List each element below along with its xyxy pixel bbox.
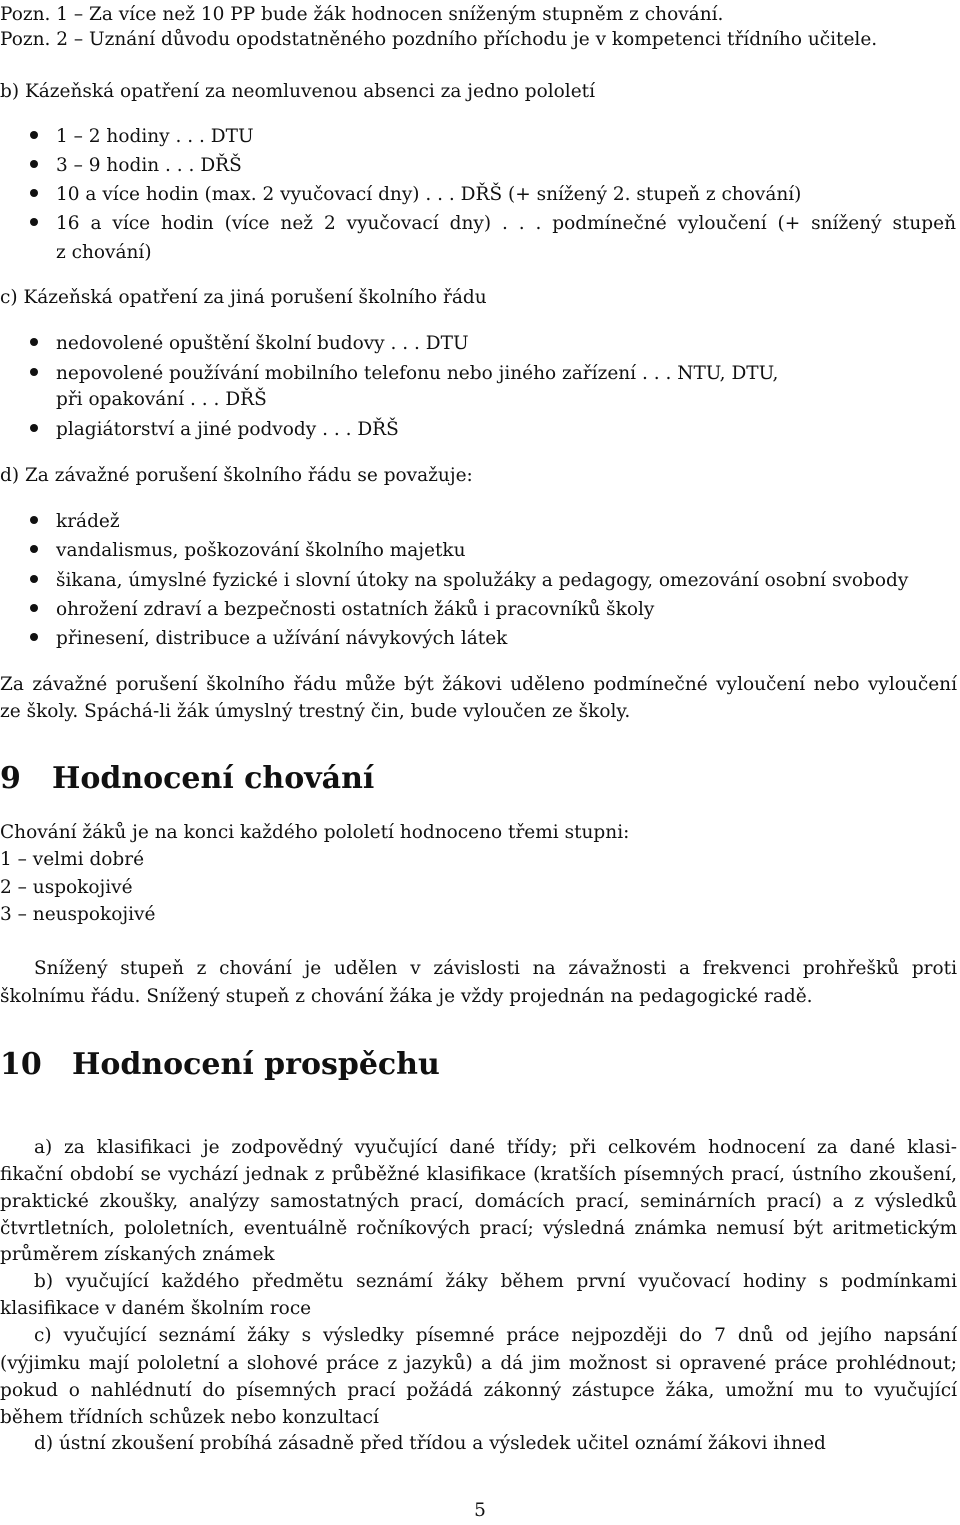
paragraph-line: pokud o nahlédnutí do písemných prací požádá zákonný zástupce žáka, umožní mu to vyučující [0, 1380, 957, 1401]
paragraph-line: Chování žáků je na konci každého pololetí hodnoceno třemi stupni: [0, 822, 630, 843]
bullet-icon [30, 218, 38, 226]
bullet-icon [30, 338, 38, 346]
section-c-title: c) Kázeňská opatření za jiná porušení školního řádu [0, 287, 487, 308]
section-d-title: d) Za závažné porušení školního řádu se považuje: [0, 465, 473, 486]
paragraph-line: d) ústní zkoušení probíhá zásadně před třídou a výsledek učitel oznámí žákovi ihned [34, 1433, 826, 1454]
list-item: nepovolené používání mobilního telefonu nebo jiného zařízení . . . NTU, DTU, [56, 363, 779, 384]
list-item: ohrožení zdraví a bezpečnosti ostatních žáků i pracovníků školy [56, 599, 655, 620]
bullet-icon [30, 368, 38, 376]
bullet-icon [30, 545, 38, 553]
list-item-continuation: z chování) [56, 242, 152, 263]
paragraph-line: ze školy. Spáchá-li žák úmyslný trestný čin, bude vyloučen ze školy. [0, 701, 631, 722]
paragraph-line: Snížený stupeň z chování je udělen v závislosti na závažnosti a frekvenci prohřešků proti [34, 958, 957, 979]
note-2: Pozn. 2 – Uznání důvodu opodstatněného pozdního příchodu je v kompetenci třídního učitele. [0, 29, 878, 50]
paragraph-line: klasifikace v daném školním roce [0, 1298, 312, 1319]
list-item: šikana, úmyslné fyzické i slovní útoky na spolužáky a pedagogy, omezování osobní svobody [56, 570, 909, 591]
bullet-icon [30, 575, 38, 583]
bullet-icon [30, 633, 38, 641]
chapter-title: Hodnocení prospěchu [72, 1047, 440, 1082]
paragraph-line: Za závažné porušení školního řádu může být žákovi uděleno podmínečné vyloučení nebo vyloučení [0, 674, 957, 695]
bullet-icon [30, 189, 38, 197]
list-item: vandalismus, poškozování školního majetku [56, 540, 466, 561]
list-item: 10 a více hodin (max. 2 vyučovací dny) . . . DŘŠ (+ snížený 2. stupeň z chování) [56, 184, 802, 205]
chapter-heading [0, 1045, 440, 1085]
chapter-title: Hodnocení chování [52, 761, 375, 796]
list-item: přinesení, distribuce a užívání návykových látek [56, 628, 508, 649]
paragraph-line: a) za klasifikaci je zodpovědný vyučující dané třídy; při celkovém hodnocení za dané klasi- [34, 1137, 957, 1158]
list-item: plagiátorství a jiné podvody . . . DŘŠ [56, 419, 399, 440]
list-item: krádež [56, 511, 120, 532]
list-item: 1 – 2 hodiny . . . DTU [56, 126, 254, 147]
paragraph-line: během třídních schůzek nebo konzultací [0, 1407, 379, 1428]
paragraph-line: čtvrtletních, pololetních, eventuálně ročníkových prací; výsledná známka nemusí být aritmetickým [0, 1218, 957, 1239]
paragraph-line: c) vyučující seznámí žáky s výsledky písemné práce nejpozději do 7 dnů od jejího napsání [34, 1325, 957, 1346]
section-b-title: b) Kázeňská opatření za neomluvenou absenci za jedno pololetí [0, 81, 595, 102]
bullet-icon [30, 516, 38, 524]
paragraph-line: praktické zkoušky, analýzy samostatných prací, domácích prací, seminárních prací) a z výsledků [0, 1191, 957, 1212]
list-item-continuation: při opakování . . . DŘŠ [56, 389, 267, 410]
paragraph-line: školnímu řádu. Snížený stupeň z chování žáka je vždy projednán na pedagogické radě. [0, 986, 813, 1007]
chapter-number: 10 [0, 1047, 42, 1082]
bullet-icon [30, 131, 38, 139]
paragraph-line: (výjimku mají pololetní a slohové práce z jazyků) a dá jim možnost si opravené práce prohlédnout; [0, 1353, 957, 1374]
bullet-icon [30, 160, 38, 168]
page-number: 5 [474, 1500, 486, 1521]
paragraph-line: průměrem získaných známek [0, 1244, 275, 1265]
paragraph-line: fikační období se vychází jednak z průběžné klasifikace (kratších písemných prací, ústního zkoušení, [0, 1164, 957, 1185]
note-1: Pozn. 1 – Za více než 10 PP bude žák hodnocen sníženým stupněm z chování. [0, 4, 724, 25]
chapter-number: 9 [0, 761, 21, 796]
bullet-icon [30, 604, 38, 612]
list-item: nedovolené opuštění školní budovy . . . DTU [56, 333, 469, 354]
bullet-icon [30, 424, 38, 432]
grade-item: 3 – neuspokojivé [0, 904, 156, 925]
list-item: 16 a více hodin (více než 2 vyučovací dny) . . . podmínečné vyloučení (+ snížený stupeň [56, 213, 956, 234]
grade-item: 1 – velmi dobré [0, 849, 145, 870]
grade-item: 2 – uspokojivé [0, 877, 133, 898]
list-item: 3 – 9 hodin . . . DŘŠ [56, 155, 242, 176]
chapter-heading [0, 759, 374, 799]
paragraph-line: b) vyučující každého předmětu seznámí žáky během první vyučovací hodiny s podmínkami [34, 1271, 957, 1292]
